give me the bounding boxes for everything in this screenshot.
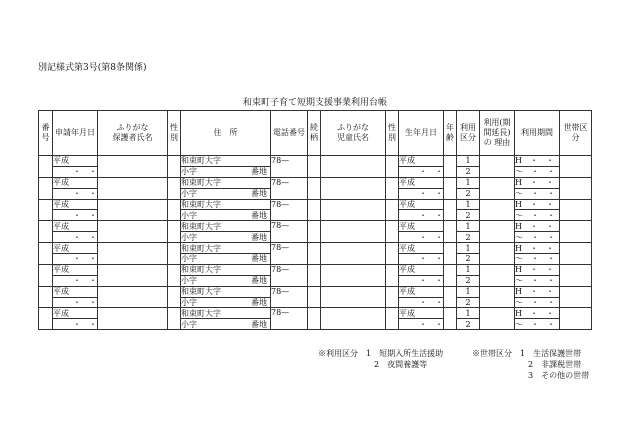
cell-period-start[interactable]: H ・ ・: [515, 308, 560, 319]
cell-banchi-label: 番地: [251, 276, 267, 286]
cell-apply-era[interactable]: 平成: [53, 243, 98, 254]
cell-household-type[interactable]: [560, 221, 592, 243]
cell-usage-type-1[interactable]: 1: [457, 199, 480, 210]
cell-birth-era[interactable]: 平成: [399, 177, 444, 188]
usage-type-note: ※利用区分 1 短期入所生活援助 2 夜間養護等: [318, 349, 444, 369]
cell-usage-type-2[interactable]: 2: [457, 297, 480, 308]
cell-age[interactable]: [444, 308, 457, 330]
cell-guardian-name[interactable]: [98, 156, 168, 178]
cell-relation[interactable]: [308, 177, 321, 199]
cell-relation[interactable]: [308, 199, 321, 221]
form-number: 別記様式第3号(第8条関係): [38, 63, 147, 73]
cell-apply-era[interactable]: 平成: [53, 156, 98, 167]
cell-address-line1[interactable]: 和束町大字: [181, 243, 271, 254]
cell-reason[interactable]: [480, 308, 515, 330]
cell-address-line2[interactable]: [181, 232, 271, 243]
header-child-furigana: ふりがな: [337, 123, 369, 132]
cell-sex[interactable]: [168, 221, 181, 243]
cell-period-start[interactable]: H ・ ・: [515, 221, 560, 232]
cell-no[interactable]: [39, 177, 53, 199]
cell-period-start[interactable]: H ・ ・: [515, 156, 560, 167]
cell-birth-era[interactable]: 平成: [399, 308, 444, 319]
cell-no[interactable]: [39, 199, 53, 221]
cell-apply-era[interactable]: 平成: [53, 177, 98, 188]
cell-household-type[interactable]: [560, 156, 592, 178]
header-row: [39, 111, 592, 156]
cell-usage-type-2[interactable]: 2: [457, 232, 480, 243]
cell-usage-type-1[interactable]: 1: [457, 264, 480, 275]
cell-birth-date[interactable]: ・ ・: [399, 210, 444, 221]
cell-period-end[interactable]: ～ ・ ・: [515, 232, 560, 243]
cell-no[interactable]: [39, 156, 53, 178]
cell-address-line2[interactable]: [181, 166, 271, 177]
cell-age[interactable]: [444, 199, 457, 221]
cell-aza-label: 小字: [181, 276, 197, 286]
cell-sex[interactable]: [168, 156, 181, 178]
cell-phone[interactable]: 78—: [271, 264, 308, 286]
header-usage-type: 利用区分: [457, 111, 480, 156]
cell-birth-date[interactable]: ・ ・: [399, 232, 444, 243]
cell-aza-label: 小字: [181, 319, 197, 329]
cell-reason[interactable]: [480, 286, 515, 308]
cell-guardian-name[interactable]: [98, 286, 168, 308]
header-no: 番号: [39, 111, 53, 156]
header-birth-date: 生年月日: [399, 111, 444, 156]
header-period: 利用期間: [515, 111, 560, 156]
header-sex: 性別: [168, 111, 181, 156]
cell-period-start[interactable]: H ・ ・: [515, 199, 560, 210]
header-child-sex: 性別: [386, 111, 399, 156]
cell-apply-date[interactable]: ・ ・: [53, 188, 98, 199]
cell-period-start[interactable]: H ・ ・: [515, 264, 560, 275]
cell-usage-type-2[interactable]: 2: [457, 188, 480, 199]
header-guardian-name: [98, 111, 168, 156]
cell-relation[interactable]: [308, 221, 321, 243]
cell-apply-date[interactable]: ・ ・: [53, 297, 98, 308]
cell-child-sex[interactable]: [386, 199, 399, 221]
cell-banchi-label: 番地: [251, 189, 267, 199]
cell-relation[interactable]: [308, 286, 321, 308]
cell-usage-type-1[interactable]: 1: [457, 177, 480, 188]
header-age: 年齢: [444, 111, 457, 156]
cell-no[interactable]: [39, 286, 53, 308]
cell-aza-label: 小字: [181, 298, 197, 308]
document-title: 和束町子育て短期支援事業利用台帳: [242, 98, 387, 108]
cell-period-start[interactable]: H ・ ・: [515, 177, 560, 188]
cell-apply-date[interactable]: ・ ・: [53, 232, 98, 243]
cell-apply-era[interactable]: 平成: [53, 221, 98, 232]
cell-phone[interactable]: 78—: [271, 308, 308, 330]
cell-address-line2[interactable]: [181, 210, 271, 221]
cell-birth-date[interactable]: ・ ・: [399, 297, 444, 308]
cell-relation[interactable]: [308, 156, 321, 178]
cell-banchi-label: 番地: [251, 298, 267, 308]
ledger-entry-row: [39, 156, 592, 167]
cell-birth-date[interactable]: ・ ・: [399, 275, 444, 286]
cell-birth-era[interactable]: 平成: [399, 156, 444, 167]
usage-ledger-table: [38, 110, 592, 330]
header-guardian-label: 保護者氏名: [112, 133, 153, 142]
cell-sex[interactable]: [168, 308, 181, 330]
cell-child-sex[interactable]: [386, 264, 399, 286]
cell-aza-label: 小字: [181, 210, 197, 220]
header-relation: 続柄: [308, 111, 321, 156]
cell-period-start[interactable]: H ・ ・: [515, 243, 560, 254]
cell-child-sex[interactable]: [386, 308, 399, 330]
cell-household-type[interactable]: [560, 286, 592, 308]
cell-period-end[interactable]: ～ ・ ・: [515, 210, 560, 221]
cell-birth-date[interactable]: ・ ・: [399, 254, 444, 265]
cell-banchi-label: 番地: [251, 319, 267, 329]
cell-banchi-label: 番地: [251, 232, 267, 242]
cell-period-end[interactable]: ～ ・ ・: [515, 319, 560, 330]
cell-period-end[interactable]: ～ ・ ・: [515, 188, 560, 199]
cell-usage-type-1[interactable]: 1: [457, 243, 480, 254]
cell-no[interactable]: [39, 221, 53, 243]
ledger-entry-row: [39, 308, 592, 319]
header-guardian-furigana: ふりがな: [116, 123, 149, 132]
cell-period-end[interactable]: ～ ・ ・: [515, 297, 560, 308]
header-reason: 利用(期間延長)の 理由: [480, 111, 515, 156]
cell-usage-type-2[interactable]: 2: [457, 319, 480, 330]
cell-banchi-label: 番地: [251, 167, 267, 177]
cell-banchi-label: 番地: [251, 254, 267, 264]
cell-usage-type-1[interactable]: 1: [457, 286, 480, 297]
cell-guardian-name[interactable]: [98, 199, 168, 221]
header-child-label: 児童氏名: [337, 133, 369, 142]
cell-age[interactable]: [444, 221, 457, 243]
cell-apply-era[interactable]: 平成: [53, 286, 98, 297]
cell-usage-type-1[interactable]: 1: [457, 156, 480, 167]
cell-no[interactable]: [39, 243, 53, 265]
cell-address-line1[interactable]: 和束町大字: [181, 199, 271, 210]
cell-child-name[interactable]: [321, 221, 386, 243]
cell-birth-era[interactable]: 平成: [399, 264, 444, 275]
cell-guardian-name[interactable]: [98, 243, 168, 265]
cell-child-name[interactable]: [321, 156, 386, 178]
cell-child-name[interactable]: [321, 286, 386, 308]
cell-sex[interactable]: [168, 264, 181, 286]
cell-address-line1[interactable]: 和束町大字: [181, 156, 271, 167]
cell-child-name[interactable]: [321, 243, 386, 265]
cell-household-type[interactable]: [560, 243, 592, 265]
cell-birth-date[interactable]: ・ ・: [399, 166, 444, 177]
cell-reason[interactable]: [480, 243, 515, 265]
cell-guardian-name[interactable]: [98, 177, 168, 199]
cell-apply-date[interactable]: ・ ・: [53, 254, 98, 265]
cell-guardian-name[interactable]: [98, 264, 168, 286]
cell-child-name[interactable]: [321, 199, 386, 221]
cell-phone[interactable]: 78—: [271, 177, 308, 199]
cell-apply-era[interactable]: 平成: [53, 199, 98, 210]
cell-period-end[interactable]: ～ ・ ・: [515, 166, 560, 177]
header-address: 住 所: [181, 111, 271, 156]
cell-age[interactable]: [444, 286, 457, 308]
cell-age[interactable]: [444, 177, 457, 199]
header-child-name: [321, 111, 386, 156]
cell-period-end[interactable]: ～ ・ ・: [515, 275, 560, 286]
cell-child-name[interactable]: [321, 177, 386, 199]
cell-child-sex[interactable]: [386, 286, 399, 308]
cell-sex[interactable]: [168, 286, 181, 308]
header-household-type: 世帯区分: [560, 111, 592, 156]
cell-usage-type-1[interactable]: 1: [457, 308, 480, 319]
cell-usage-type-2[interactable]: 2: [457, 254, 480, 265]
cell-address-line2[interactable]: [181, 188, 271, 199]
cell-child-sex[interactable]: [386, 177, 399, 199]
cell-apply-era[interactable]: 平成: [53, 308, 98, 319]
cell-birth-date[interactable]: ・ ・: [399, 319, 444, 330]
cell-guardian-name[interactable]: [98, 308, 168, 330]
cell-aza-label: 小字: [181, 254, 197, 264]
cell-no[interactable]: [39, 264, 53, 286]
cell-relation[interactable]: [308, 308, 321, 330]
cell-age[interactable]: [444, 156, 457, 178]
cell-banchi-label: 番地: [251, 210, 267, 220]
cell-apply-date[interactable]: ・ ・: [53, 166, 98, 177]
cell-address-line1[interactable]: 和束町大字: [181, 308, 271, 319]
cell-apply-date[interactable]: ・ ・: [53, 319, 98, 330]
cell-reason[interactable]: [480, 177, 515, 199]
cell-child-sex[interactable]: [386, 156, 399, 178]
cell-address-line2[interactable]: [181, 297, 271, 308]
cell-household-type[interactable]: [560, 308, 592, 330]
cell-usage-type-2[interactable]: 2: [457, 166, 480, 177]
cell-birth-era[interactable]: 平成: [399, 221, 444, 232]
cell-child-sex[interactable]: [386, 221, 399, 243]
cell-guardian-name[interactable]: [98, 221, 168, 243]
cell-apply-date[interactable]: ・ ・: [53, 275, 98, 286]
cell-address-line1[interactable]: 和束町大字: [181, 264, 271, 275]
cell-apply-date[interactable]: ・ ・: [53, 210, 98, 221]
cell-address-line1[interactable]: 和束町大字: [181, 221, 271, 232]
cell-address-line2[interactable]: [181, 254, 271, 265]
cell-reason[interactable]: [480, 199, 515, 221]
cell-period-start[interactable]: H ・ ・: [515, 286, 560, 297]
cell-no[interactable]: [39, 308, 53, 330]
cell-usage-type-2[interactable]: 2: [457, 275, 480, 286]
cell-birth-era[interactable]: 平成: [399, 243, 444, 254]
cell-relation[interactable]: [308, 243, 321, 265]
cell-birth-era[interactable]: 平成: [399, 199, 444, 210]
cell-reason[interactable]: [480, 264, 515, 286]
cell-sex[interactable]: [168, 177, 181, 199]
cell-age[interactable]: [444, 264, 457, 286]
ledger-entry-row: [39, 286, 592, 297]
cell-apply-era[interactable]: 平成: [53, 264, 98, 275]
cell-phone[interactable]: 78—: [271, 156, 308, 178]
cell-reason[interactable]: [480, 156, 515, 178]
cell-child-sex[interactable]: [386, 243, 399, 265]
cell-child-name[interactable]: [321, 308, 386, 330]
cell-aza-label: 小字: [181, 232, 197, 242]
cell-age[interactable]: [444, 243, 457, 265]
cell-relation[interactable]: [308, 264, 321, 286]
cell-birth-era[interactable]: 平成: [399, 286, 444, 297]
ledger-entry-row: [39, 264, 592, 275]
ledger-entry-row: [39, 243, 592, 254]
cell-sex[interactable]: [168, 243, 181, 265]
cell-address-line1[interactable]: 和束町大字: [181, 177, 271, 188]
cell-phone[interactable]: 78—: [271, 286, 308, 308]
cell-address-line2[interactable]: [181, 275, 271, 286]
cell-birth-date[interactable]: ・ ・: [399, 188, 444, 199]
cell-phone[interactable]: 78—: [271, 243, 308, 265]
cell-period-end[interactable]: ～ ・ ・: [515, 254, 560, 265]
cell-address-line1[interactable]: 和束町大字: [181, 286, 271, 297]
ledger-entry-row: [39, 177, 592, 188]
header-phone: 電話番号: [271, 111, 308, 156]
cell-usage-type-1[interactable]: 1: [457, 221, 480, 232]
cell-phone[interactable]: 78—: [271, 221, 308, 243]
cell-child-name[interactable]: [321, 264, 386, 286]
ledger-entry-row: [39, 221, 592, 232]
cell-sex[interactable]: [168, 199, 181, 221]
household-type-note: ※世帯区分 1 生活保護世帯 2 非課税世帯 3 その他の世帯: [472, 349, 590, 380]
cell-aza-label: 小字: [181, 167, 197, 177]
cell-aza-label: 小字: [181, 189, 197, 199]
cell-household-type[interactable]: [560, 177, 592, 199]
cell-household-type[interactable]: [560, 199, 592, 221]
cell-usage-type-2[interactable]: 2: [457, 210, 480, 221]
cell-reason[interactable]: [480, 221, 515, 243]
ledger-entry-row: [39, 199, 592, 210]
header-apply-date: 申請年月日: [53, 111, 98, 156]
cell-household-type[interactable]: [560, 264, 592, 286]
cell-address-line2[interactable]: [181, 319, 271, 330]
cell-phone[interactable]: 78—: [271, 199, 308, 221]
